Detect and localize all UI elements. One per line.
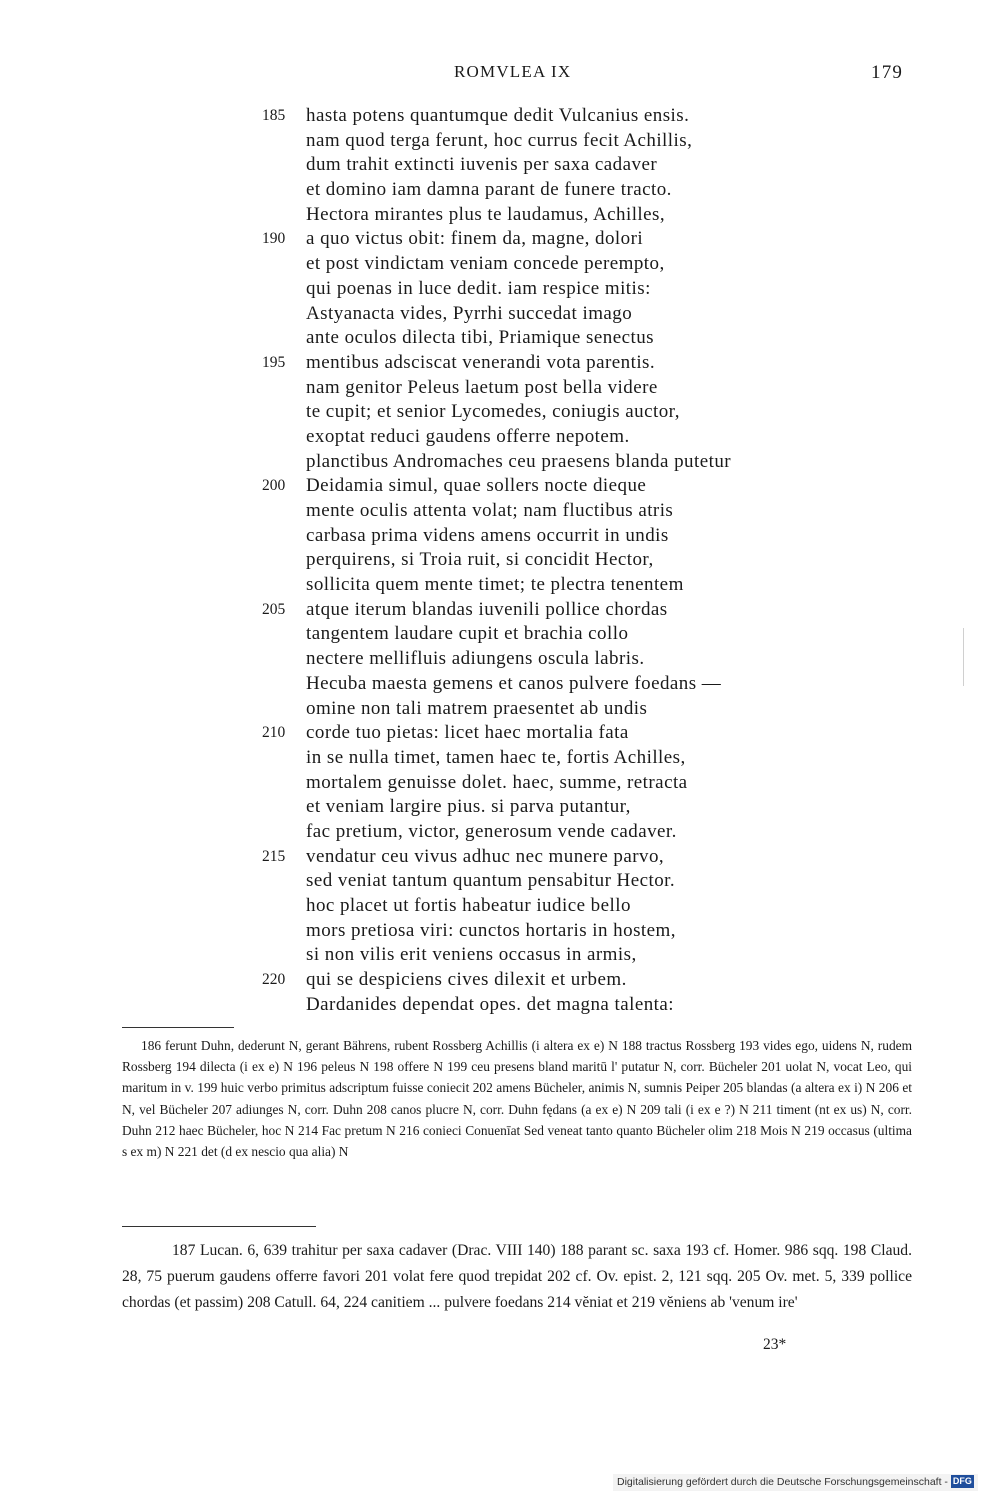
verse-text-line: nam quod terga ferunt, hoc currus fecit Achillis, [306,129,693,151]
verse-line [0,820,1000,845]
verse-line [0,598,1000,623]
verse-line [0,474,1000,499]
verse-text-line: omine non tali matrem praesentet ab undis [306,697,648,719]
verse-text-line: Hectora mirantes plus te laudamus, Achilles, [306,203,666,225]
verse-text-line: ante oculos dilecta tibi, Priamique senectus [306,327,654,349]
running-title: ROMVLEA IX [454,62,572,81]
verse-line [0,499,1000,524]
verse-line [0,894,1000,919]
verse-text-line: nam genitor Peleus laetum post bella videre [306,376,658,398]
page-number: 179 [871,62,904,83]
verse-text-line: corde tuo pietas: licet haec mortalia fata [306,722,629,744]
verse-text-line: tangentem laudare cupit et brachia collo [306,623,629,645]
verse-text-line: sollicita quem mente timet; te plectra tenentem [306,574,684,596]
verse-line [0,993,1000,1018]
verse-line [0,746,1000,771]
line-number: 200 [262,477,286,495]
verse-text-line: mortalem genuisse dolet. haec, summe, retracta [306,771,688,793]
verse-text-line: et post vindictam veniam concede perempto, [306,253,665,275]
verse-line [0,178,1000,203]
verse-line [0,647,1000,672]
verse-text-line: Deidamia simul, quae sollers nocte dieque [306,475,647,497]
verse-text-line: nectere mellifluis adiungens oscula labris. [306,648,645,670]
line-number: 190 [262,230,286,248]
verse-text-line: mente oculis attenta volat; nam fluctibus atris [306,500,674,521]
scan-artifact [963,628,964,686]
verse-text-line: mors pretiosa viri: cunctos hortaris in hostem, [306,919,676,941]
apparatus-criticus: 186 ferunt Duhn, dederunt N, gerant Bährens, rubent Rossberg Achillis (i altera ex e) N 188 tractus Rossberg 193 vides ego, uidens N, rudem Rossberg 194 dilecta (i ex e) N 196 peleus N 198 offere N 199 ceu presens bland maritū l' putatur N, corr. Bücheler 201 uolat N, vocat Leo, qui maritum in v. 199 huic verbo primitus adscriptum fuisse coniecit 202 amens Bücheler, animis N, sumnis Peiper 205 blandas (a altera ex i) N 206 et N, vel Bücheler 207 adiunges N, corr. Duhn 208 canos plucre N, corr. Duhn fędans (a ex e) N 209 tali (i ex e ?) N 211 timent (nt ex us) N, corr. Duhn 212 haec Bücheler, hoc N 214 Fac pretum N 216 conieci Conuenīat Sed veneat tanto quanto Bücheler olim 218 Mois N 219 occasus (ultima s ex m) N 221 det (d ex nescio qua alia) N [122,1038,912,1160]
footnote-rule-sources [122,1226,316,1227]
verse-line [0,376,1000,401]
verse-line [0,968,1000,993]
verse-text-line: te cupit; et senior Lycomedes, coniugis auctor, [306,401,680,423]
verse-text-line: atque iterum blandas iuvenili pollice chordas [306,598,668,620]
verse-line [0,400,1000,425]
signature-mark: 23* [763,1336,787,1353]
verse-text-line: Hecuba maesta gemens et canos pulvere foedans — [306,672,722,694]
verse-line [0,771,1000,796]
verse-line [0,548,1000,573]
line-number: 215 [262,847,286,865]
verse-text-line: exoptat reduci gaudens offerre nepotem. [306,425,630,447]
verse-line [0,450,1000,475]
verse-line [0,153,1000,178]
verse-text-line: hoc placet ut fortis habeatur iudice bello [306,895,631,916]
verse-text-line: sed veniat tantum quantum pensabitur Hector. [306,870,676,892]
verse-text-line: carbasa prima videns amens occurrit in undis [306,524,669,546]
verse-text-line: et domino iam damna parant de funere tracto. [306,179,672,201]
verse-line [0,326,1000,351]
verse-line [0,524,1000,549]
verse-line [0,697,1000,722]
verse-text-line: Dardanides dependat opes. det magna talenta: [306,993,674,1015]
verse-text-line: vendatur ceu vivus adhuc nec munere parvo, [306,845,665,867]
verse-text-line: et veniam largire pius. si parva putantur, [306,796,631,818]
verse-text-line: hasta potens quantumque dedit Vulcanius ensis. [306,105,690,126]
verse-line [0,573,1000,598]
verse-text-line: qui se despiciens cives dilexit et urbem. [306,969,627,991]
running-head [0,62,1000,86]
verse-text-line: in se nulla timet, tamen haec te, fortis Achilles, [306,746,686,768]
dfg-logo-icon: DFG [952,1476,972,1486]
verse-text-line: perquirens, si Troia ruit, si concidit Hector, [306,549,654,571]
verse-line [0,351,1000,376]
line-number: 195 [262,353,286,371]
verse-text-line: fac pretium, victor, generosum vende cadaver. [306,820,677,842]
verse-line [0,203,1000,228]
verse-line [0,277,1000,302]
verse-text-line: mentibus adsciscat venerandi vota parentis. [306,351,656,373]
verse-line [0,943,1000,968]
verse-line [0,721,1000,746]
verse-line [0,795,1000,820]
verse-line [0,227,1000,252]
footer-text: Digitalisierung gefördert durch die Deutsche Forschungsgemeinschaft - [617,1476,948,1488]
footnote-rule [122,1027,234,1028]
verse-line [0,869,1000,894]
line-number: 210 [262,724,286,742]
digitization-footer [613,1474,978,1491]
verse-line [0,845,1000,870]
verse-line [0,104,1000,129]
verse-line [0,129,1000,154]
verse-line [0,622,1000,647]
verse-text [0,104,1000,1017]
verse-line [0,302,1000,327]
verse-line [0,252,1000,277]
verse-text-line: qui poenas in luce dedit. iam respice mitis: [306,277,651,299]
verse-text-line: a quo victus obit: finem da, magne, dolori [306,228,644,250]
verse-line [0,919,1000,944]
line-number: 220 [262,971,286,989]
verse-text-line: Astyanacta vides, Pyrrhi succedat imago [306,302,633,324]
verse-text-line: planctibus Andromaches ceu praesens blanda putetur [306,450,732,472]
verse-text-line: si non vilis erit veniens occasus in armis, [306,944,637,966]
line-number: 185 [262,107,286,124]
verse-line [0,672,1000,697]
apparatus-sources: 187 Lucan. 6, 639 trahitur per saxa cadaver (Drac. VIII 140) 188 parant sc. saxa 193 cf. Homer. 986 sqq. 198 Claud. 28, 75 puerum gaudens offerre favori 201 volat fere quod trepidat 202 cf. Ov. epist. 2, 121 sqq. 205 Ov. met. 5, 339 pollice chordas (et passim) 208 Catull. 64, 224 canitiem ... pulvere foedans 214 vĕniat et 219 vĕniens ab 'venum ire' [122,1242,912,1311]
verse-line [0,425,1000,450]
verse-text-line: dum trahit extincti iuvenis per saxa cadaver [306,154,658,176]
line-number: 205 [262,600,286,618]
